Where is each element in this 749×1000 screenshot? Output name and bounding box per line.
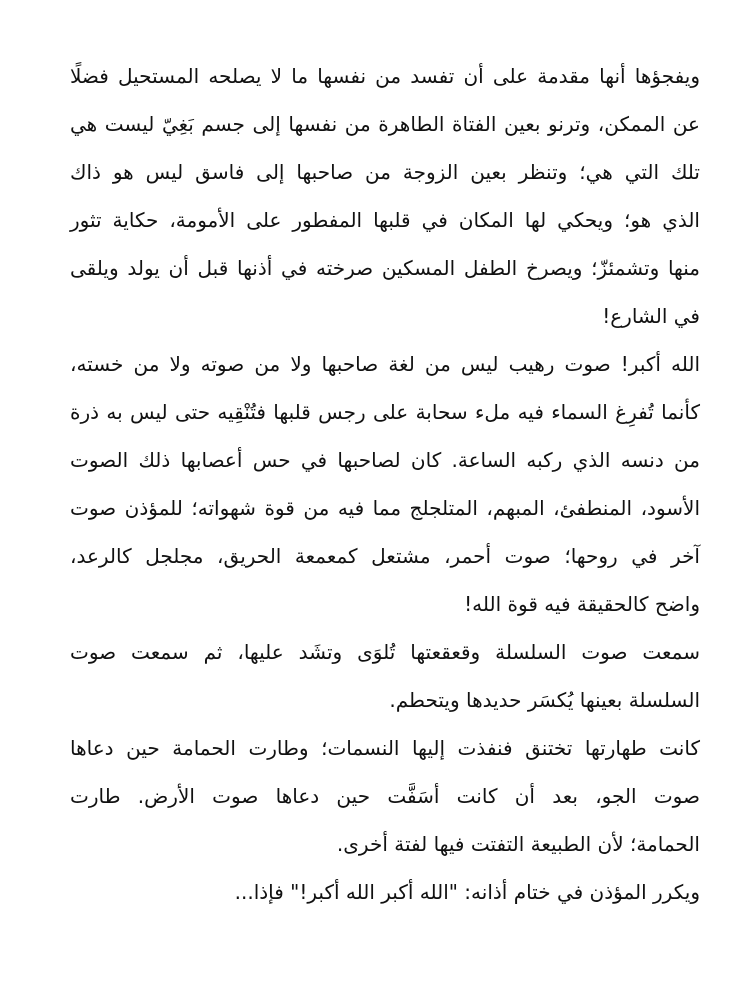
text-line: الله أكبر! صوت رهيب ليس من لغة صاحبها ولا من صوته ولا من خسته، xyxy=(70,352,700,376)
text-line: صوت الجو، بعد أن كانت أسَفَّت حين دعاها صوت الأرض. طارت xyxy=(70,784,700,808)
text-line: كأنما تُفرِغ السماء فيه ملء سحابة على رجس قلبها فتُنْقِيه حتى ليس به ذرة xyxy=(70,400,700,424)
paragraph-5 xyxy=(70,868,700,916)
text-line: الحمامة؛ لأن الطبيعة التفتت فيها لفتة أخرى. xyxy=(336,832,700,856)
document-page xyxy=(70,52,700,916)
text-line: ويكرر المؤذن في ختام أذانه: "الله أكبر الله أكبر!" فإذا... xyxy=(234,880,700,904)
text-line: من دنسه الذي ركبه الساعة. كان لصاحبها في حس أعصابها ذلك الصوت xyxy=(70,448,700,472)
text-line: آخر في روحها؛ صوت أحمر، مشتعل كمعمعة الحريق، مجلجل كالرعد، xyxy=(70,544,700,568)
text-line: في الشارع! xyxy=(602,304,700,328)
text-line: عن الممكن، وترنو بعين الفتاة الطاهرة من نفسها إلى جسم بَغِيّ ليست هي xyxy=(70,112,700,136)
text-line: كانت طهارتها تختنق فنفذت إليها النسمات؛ وطارت الحمامة حين دعاها xyxy=(70,736,700,760)
text-line: ويفجؤها أنها مقدمة على أن تفسد من نفسها ما لا يصلحه المستحيل فضلًا xyxy=(70,64,700,88)
text-line: سمعت صوت السلسلة وقعقعتها تُلوَى وتشَد عليها، ثم سمعت صوت xyxy=(70,640,700,664)
text-line: الأسود، المنطفئ، المبهم، المتلجلج مما فيه من قوة شهواته؛ للمؤذن صوت xyxy=(70,496,700,520)
text-line: واضح كالحقيقة فيه قوة الله! xyxy=(464,592,700,616)
text-line: تلك التي هي؛ وتنظر بعين الزوجة من صاحبها إلى فاسق ليس هو ذاك xyxy=(70,160,700,184)
paragraph-2 xyxy=(70,340,700,628)
paragraph-3 xyxy=(70,628,700,724)
text-line: منها وتشمئزّ؛ ويصرخ الطفل المسكين صرخته في أذنها قبل أن يولد ويلقى xyxy=(70,256,700,280)
text-line: السلسلة بعينها يُكسَر حديدها ويتحطم. xyxy=(389,688,700,712)
paragraph-4 xyxy=(70,724,700,868)
text-line: الذي هو؛ ويحكي لها المكان في قلبها المفطور على الأمومة، حكاية تثور xyxy=(70,208,700,232)
paragraph-1 xyxy=(70,52,700,340)
